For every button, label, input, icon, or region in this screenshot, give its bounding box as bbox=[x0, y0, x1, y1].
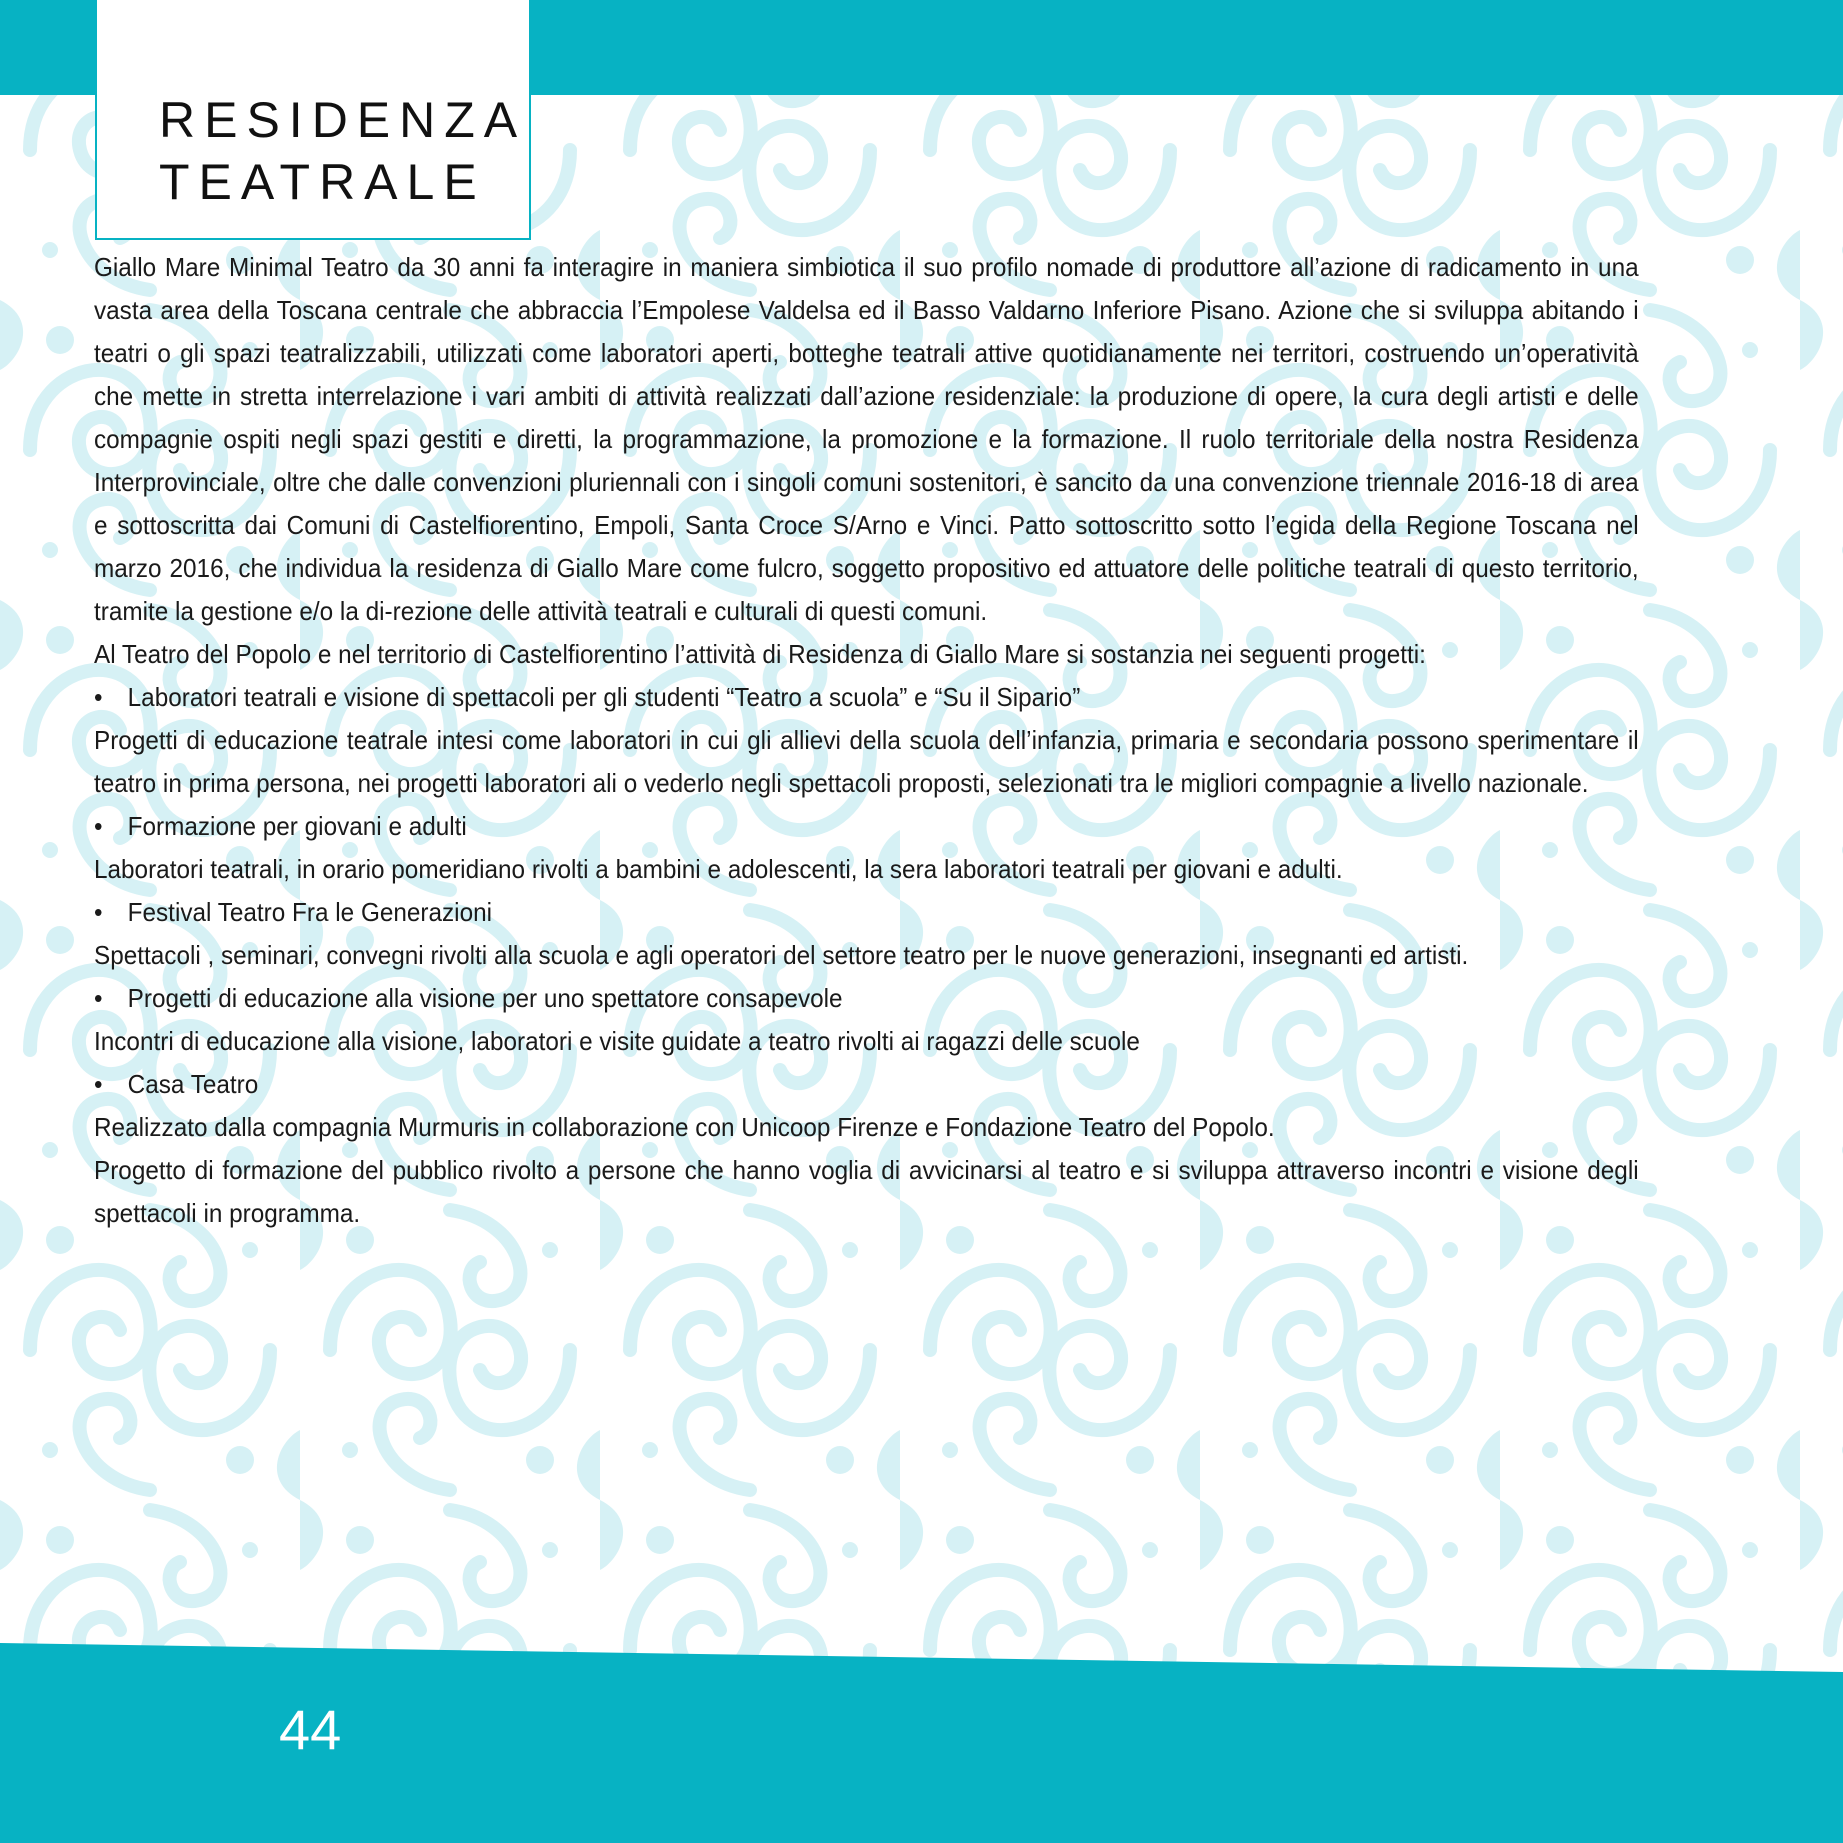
intro-paragraph: Giallo Mare Minimal Teatro da 30 anni fa interagire in maniera simbiotica il suo profilo nomade di produttore all’azione di radicamento in una vasta area della Toscana centrale che abbraccia l’Empolese Valdelsa ed il Basso Valdarno Inferiore Pisano. Azione che si sviluppa abitando i teatri o gli spazi teatralizzabili, utilizzati come laboratori aperti, botteghe teatrali attive quotidianamente nei territori, costruendo un’operatività che mette in stretta interrelazione i vari ambiti di attività realizzati dall’azione residenziale: la produzione di opere, la cura degli artisti e delle compagnie ospiti negli spazi gestiti e diretti, la programmazione, la promozione e la formazione. Il ruolo territoriale della nostra Residenza Interprovinciale, oltre che dalle convenzioni pluriennali con i singoli comuni sostenitori, è sancito da una convenzione triennale 2016-18 di area e sottoscritta dai Comuni di Castelfiorentino, Empoli, Santa Croce S/Arno e Vinci. Patto sottoscritto sotto l’egida della Regione Toscana nel marzo 2016, che individua la residenza di Giallo Mare come fulcro, soggetto propositivo ed attuatore delle politiche teatrali di questo territorio, tramite la gestione e/o la di-rezione delle attività teatrali e culturali di questi comuni. bbox=[94, 252, 1639, 626]
project-description-2: Laboratori teatrali, in orario pomeridiano rivolti a bambini e adolescenti, la sera laboratori teatrali per giovani e adulti. bbox=[94, 854, 1343, 884]
project-description-5: Realizzato dalla compagnia Murmuris in collaborazione con Unicoop Firenze e Fondazione Teatro del Popolo. bbox=[94, 1112, 1275, 1142]
project-title-text: Progetti di educazione alla visione per uno spettatore consapevole bbox=[127, 983, 843, 1013]
bullet-icon: • bbox=[94, 811, 103, 841]
project-description-1: Progetti di educazione teatrale intesi come laboratori in cui gli allievi della scuola dell’infanzia, primaria e secondaria possono sperimentare il teatro in prima persona, nei progetti laboratori ali o vederlo negli spettacoli proposti, selezionati tra le migliori compagnie a livello nazionale. bbox=[94, 725, 1639, 798]
bullet-icon: • bbox=[94, 1069, 103, 1099]
bullet-icon: • bbox=[94, 983, 103, 1013]
project-title-text: Casa Teatro bbox=[127, 1069, 259, 1099]
page-title-line-1: RESIDENZA bbox=[159, 92, 527, 148]
project-description-3: Spettacoli , seminari, convegni rivolti alla scuola e agli operatori del settore teatro per le nuove generazioni, insegnanti ed artisti. bbox=[94, 940, 1469, 970]
project-description-4: Incontri di educazione alla visione, laboratori e visite guidate a teatro rivolti ai ragazzi delle scuole bbox=[94, 1026, 1140, 1056]
bullet-icon: • bbox=[94, 682, 103, 712]
project-title-text: Festival Teatro Fra le Generazioni bbox=[127, 897, 493, 927]
project-description-5b: Progetto di formazione del pubblico rivolto a persone che hanno voglia di avvicinarsi al teatro e si sviluppa attraverso incontri e visione degli spettacoli in programma. bbox=[94, 1155, 1639, 1228]
project-title-text: Formazione per giovani e adulti bbox=[127, 811, 467, 841]
bullet-icon: • bbox=[94, 897, 103, 927]
page-number: 44 bbox=[279, 1698, 342, 1761]
projects-intro: Al Teatro del Popolo e nel territorio di Castelfiorentino l’attività di Residenza di Giallo Mare si sostanzia nei seguenti progetti: bbox=[94, 639, 1426, 669]
project-title-text: Laboratori teatrali e visione di spettacoli per gli studenti “Teatro a scuola” e “Su il Sipario” bbox=[127, 682, 1081, 712]
page-title-line-2: TEATRALE bbox=[159, 154, 486, 210]
